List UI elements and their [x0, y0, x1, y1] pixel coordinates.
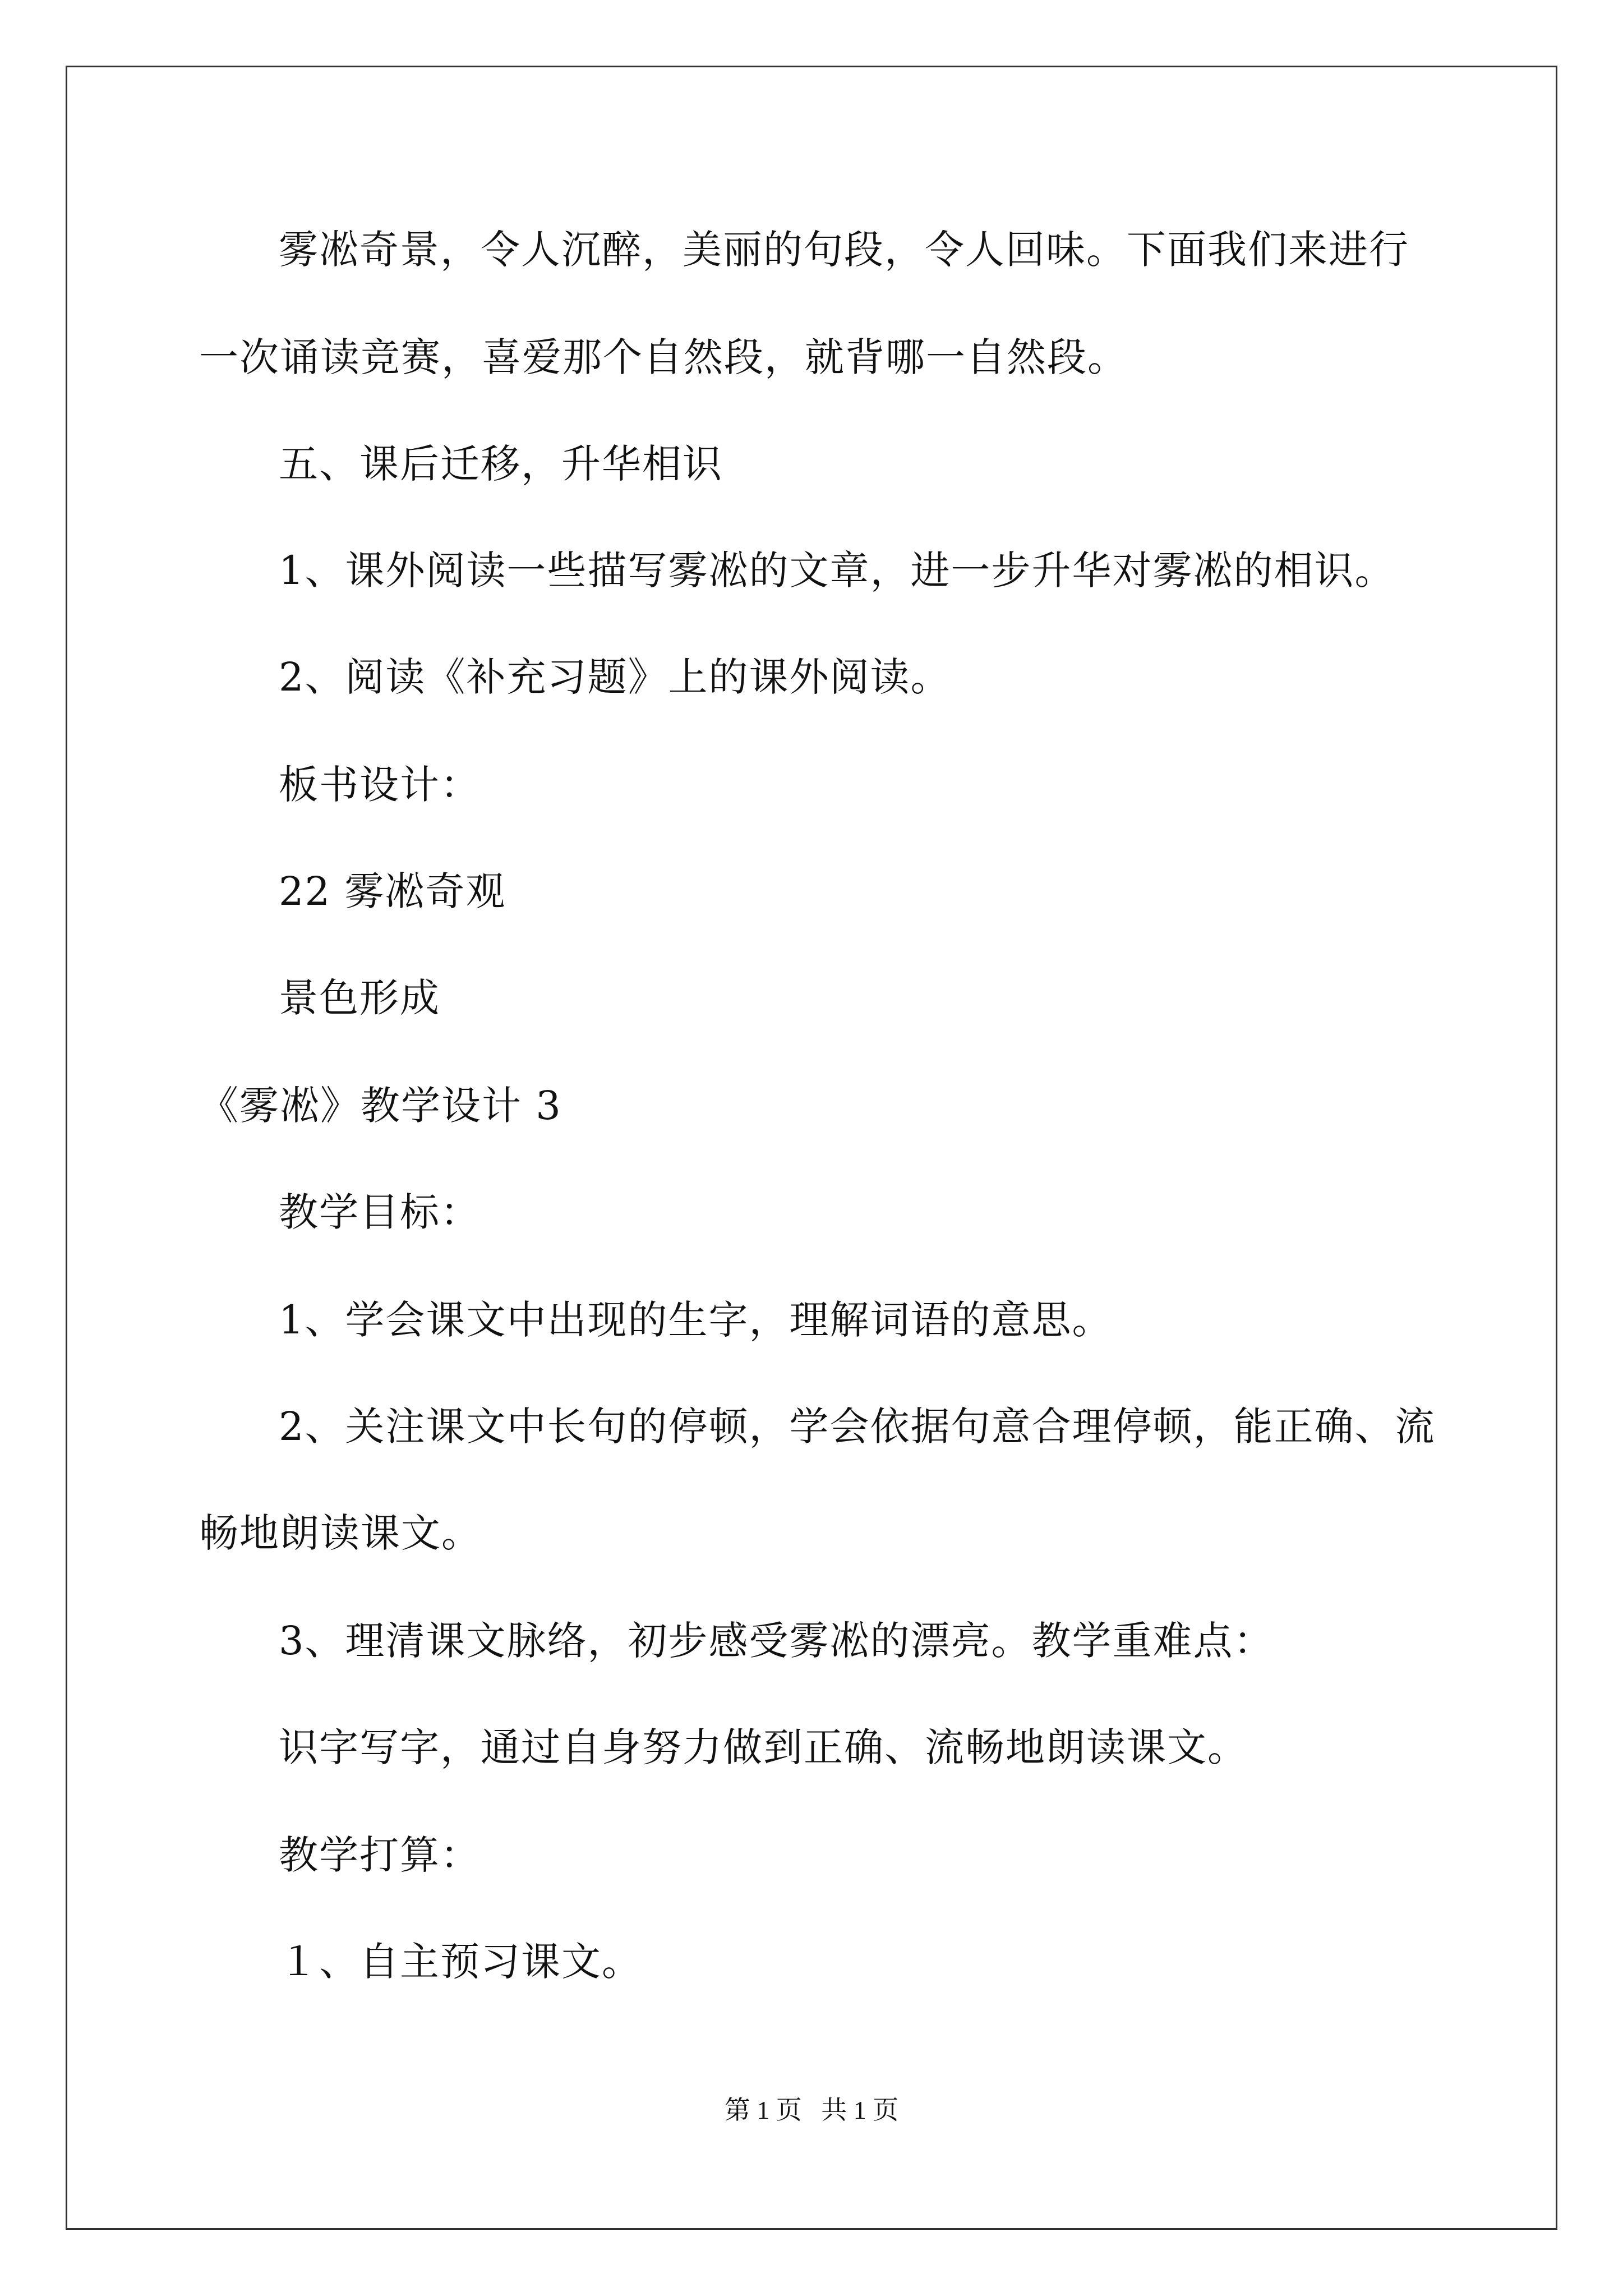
list-item: 2、关注课文中长句的停顿，学会依据句意合理停顿，能正确、流	[279, 1404, 1436, 1450]
paragraph-line: 畅地朗读课文。	[199, 1510, 482, 1556]
list-item: 2、阅读《补充习题》上的课外阅读。	[279, 654, 951, 700]
list-item: １、自主预习课文。	[279, 1939, 642, 1985]
paragraph-line: 雾凇奇景，令人沉醉，美丽的句段，令人回味。下面我们来进行	[279, 227, 1409, 273]
list-item: 1、学会课文中出现的生字，理解词语的意思。	[279, 1297, 1113, 1343]
page-frame	[66, 66, 1557, 2230]
paragraph-line: 教学打算：	[279, 1832, 481, 1878]
paragraph-line: 识字写字，通过自身努力做到正确、流畅地朗读课文。	[279, 1724, 1248, 1770]
paragraph-line: 板书设计：	[279, 762, 481, 808]
list-item: 3、理清课文脉络，初步感受雾凇的漂亮。教学重难点：	[279, 1618, 1274, 1664]
section-heading: 五、课后迁移，升华相识	[279, 441, 723, 487]
paragraph-line: 教学目标：	[279, 1189, 481, 1235]
page-footer: 第 1 页 共 1 页	[724, 2096, 899, 2124]
paragraph-line: 22 雾凇奇观	[279, 868, 506, 914]
list-item: 1、课外阅读一些描写雾凇的文章，进一步升华对雾凇的相识。	[279, 547, 1395, 593]
paragraph-line: 景色形成	[279, 975, 440, 1021]
document-title: 《雾凇》教学设计 3	[199, 1083, 562, 1129]
paragraph-line: 一次诵读竞赛，喜爱那个自然段，就背哪一自然段。	[199, 334, 1128, 380]
